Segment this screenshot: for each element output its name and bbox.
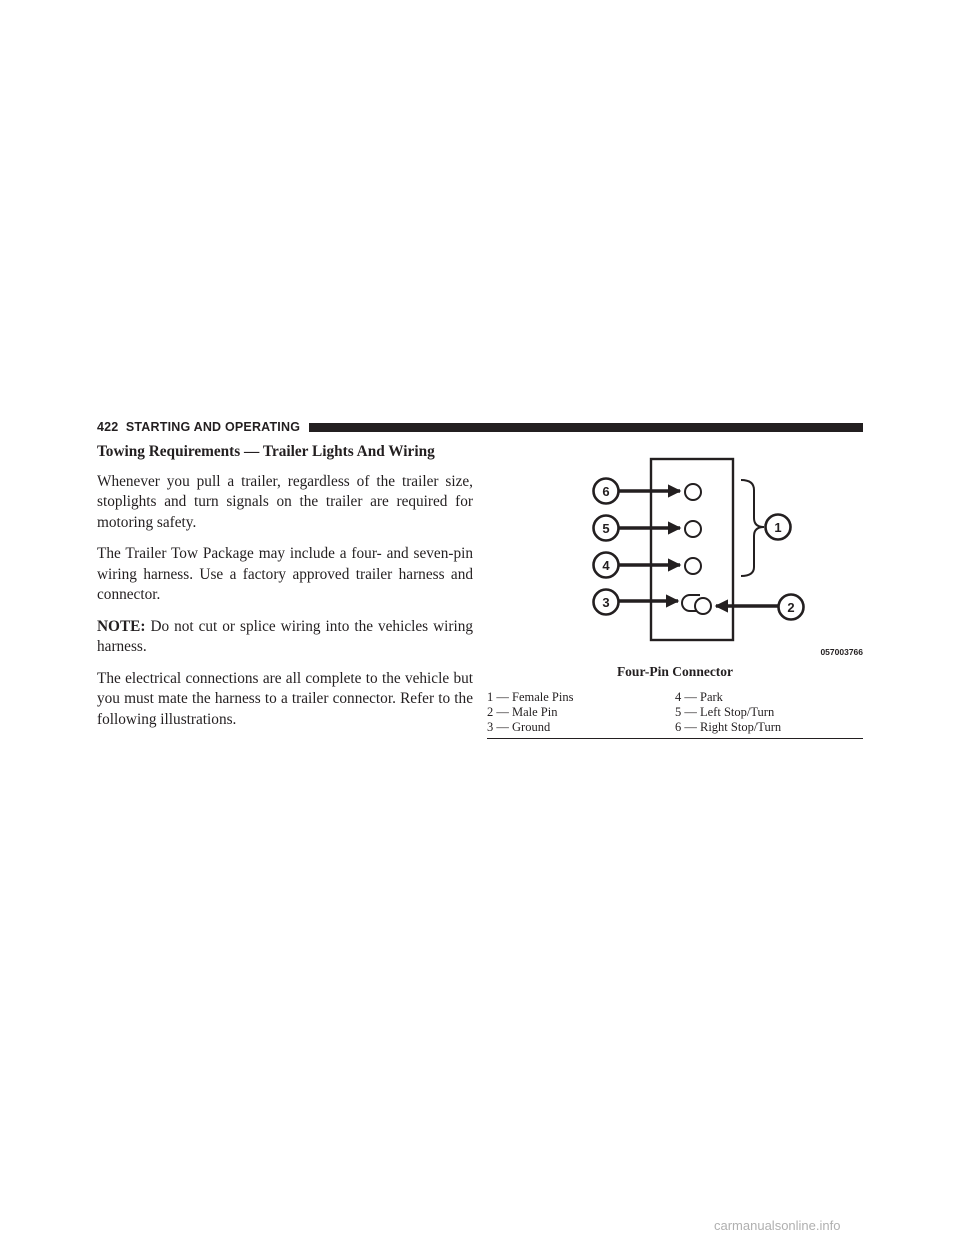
figure-code: 057003766 [820, 647, 863, 657]
legend-item-2: 2 — Male Pin [487, 705, 558, 719]
svg-text:4: 4 [602, 558, 610, 573]
callout-6 [594, 479, 619, 504]
note-paragraph [97, 617, 473, 658]
svg-text:6: 6 [602, 484, 610, 499]
connector-diagram [487, 448, 863, 660]
header-rule [309, 423, 863, 432]
figure-caption: Four-Pin Connector [616, 664, 734, 679]
legend-item-3: 3 — Ground [487, 720, 551, 734]
female-pin-top [685, 484, 701, 500]
svg-text:5: 5 [602, 521, 610, 536]
legend-item-4: 4 — Park [675, 690, 723, 704]
callout-5 [594, 516, 619, 541]
legend-item-1: 1 — Female Pins [487, 690, 574, 704]
note-label: NOTE: [97, 617, 146, 635]
section-heading: Towing Requirements — Trailer Lights And Wiring [97, 443, 435, 460]
callout-1 [766, 515, 791, 540]
page-header [97, 420, 863, 434]
male-pin [682, 595, 711, 614]
figure-legend [487, 690, 863, 739]
header-text [97, 420, 300, 434]
legend-item-6: 6 — Right Stop/Turn [675, 720, 782, 734]
female-pin-bottom [685, 558, 701, 574]
callout-2 [779, 595, 804, 620]
svg-text:2: 2 [787, 600, 795, 615]
note-text: Do not cut or splice wiring into the vehicles wiring harness. [97, 617, 474, 655]
callout-3 [594, 590, 619, 615]
page-number: 422 [97, 420, 119, 434]
svg-text:1: 1 [774, 520, 782, 535]
paragraph-3: The electrical connections are all complete to the vehicle but you must mate the harness to a trailer connector. Refer to the following illustrations. [97, 669, 473, 728]
legend-item-5: 5 — Left Stop/Turn [675, 705, 775, 719]
paragraph-1: Whenever you pull a trailer, regardless of the trailer size, stoplights and turn signals on the trailer are required for motoring safety. [97, 472, 473, 531]
female-pin-middle [685, 521, 701, 537]
site-watermark: carmanualsonline.info [714, 1218, 841, 1233]
female-pins-bracket [741, 480, 764, 576]
four-pin-connector-figure [487, 448, 863, 739]
paragraph-2: The Trailer Tow Package may include a four- and seven-pin wiring harness. Use a factory approved trailer harness and connector. [97, 545, 473, 603]
left-column [97, 442, 473, 741]
svg-text:3: 3 [602, 595, 610, 610]
section-title: STARTING AND OPERATING [125, 420, 301, 434]
callout-4 [594, 553, 619, 578]
